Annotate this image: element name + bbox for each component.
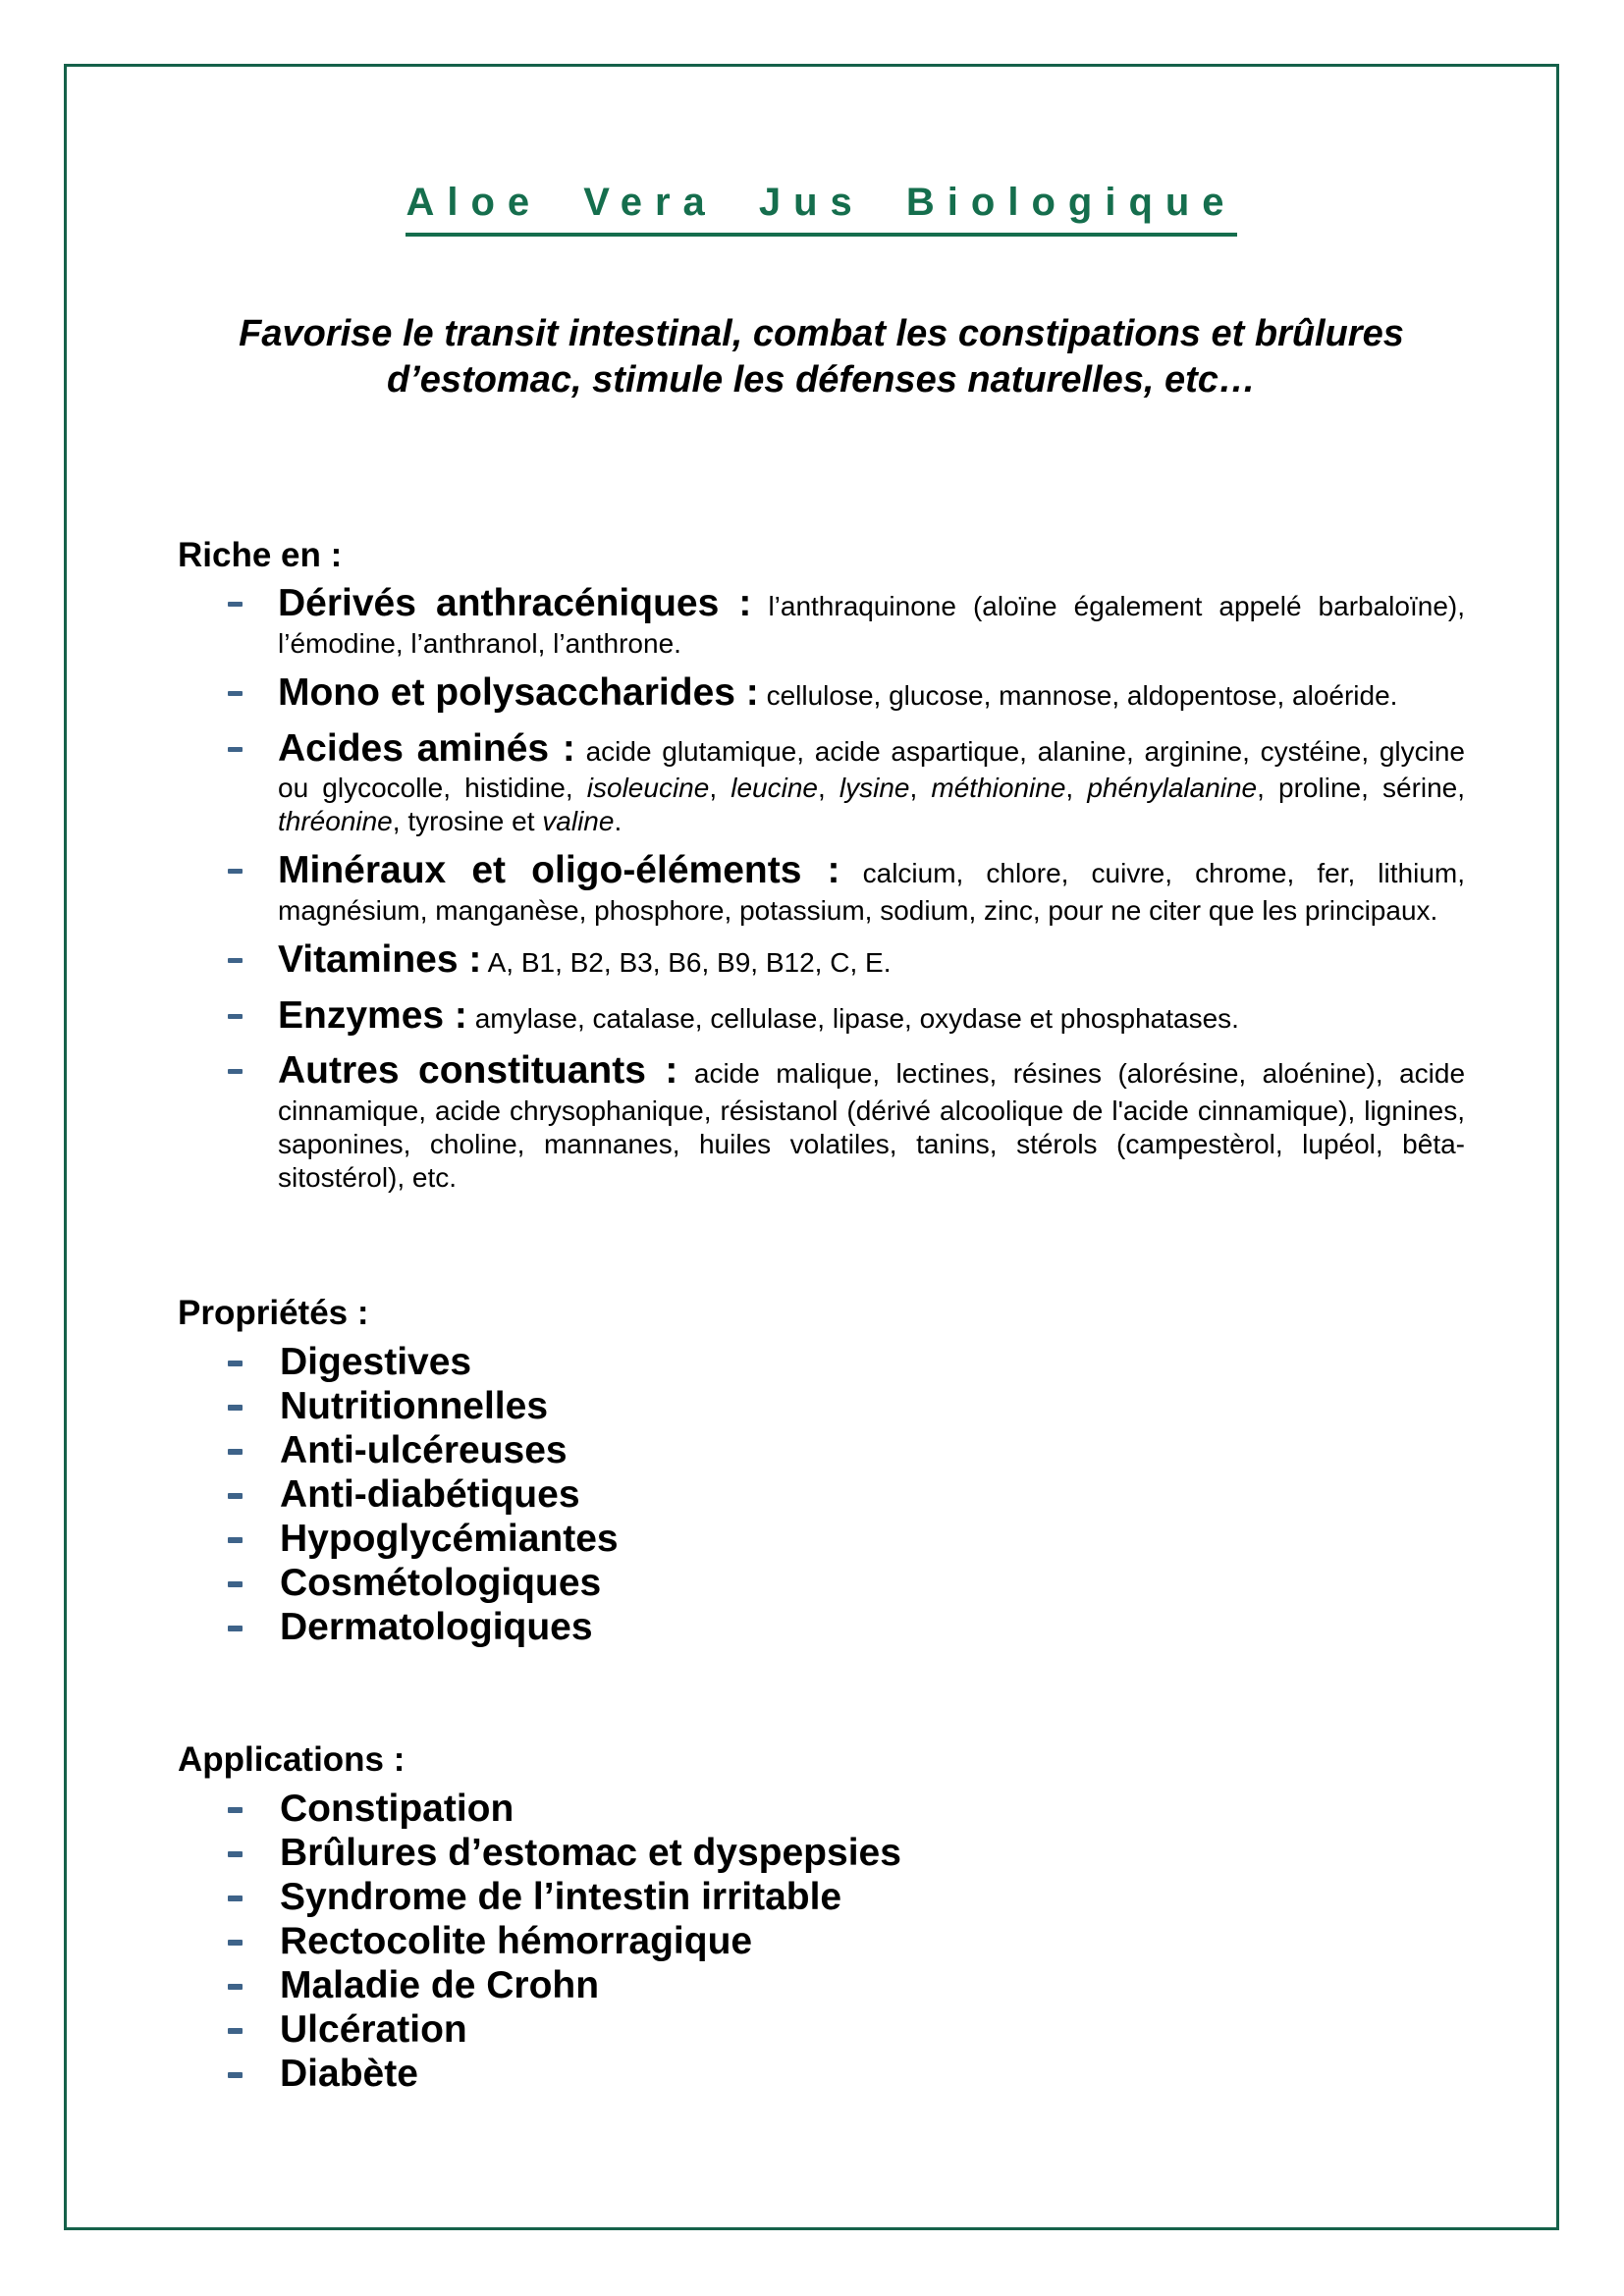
list-item xyxy=(178,1428,1465,1472)
list-item xyxy=(178,847,1465,928)
list-item-label: Cosmétologiques xyxy=(280,1562,602,1605)
list-item-label: Anti-ulcéreuses xyxy=(280,1429,568,1472)
rich-item-text: cellulose, glucose, mannose, aldopentose, aloéride. xyxy=(766,679,1398,711)
dash-bullet xyxy=(228,1014,243,1019)
text-segment-italic: phénylalanine xyxy=(1087,773,1258,804)
proprietes-list xyxy=(178,1340,1465,1649)
dash-bullet xyxy=(228,1984,243,1990)
rich-item-text: A, B1, B2, B3, B6, B9, B12, C, E. xyxy=(487,947,892,979)
text-segment-italic: valine xyxy=(542,806,615,837)
list-item-label: Maladie de Crohn xyxy=(280,1964,600,2007)
dash-bullet xyxy=(228,1851,243,1857)
section-heading-applications: Applications : xyxy=(178,1740,406,1780)
dash-bullet xyxy=(228,1626,243,1631)
dash-bullet xyxy=(228,1537,243,1543)
document-page xyxy=(178,67,1465,2096)
list-item xyxy=(178,1963,1465,2007)
text-segment-italic: lysine xyxy=(839,773,910,804)
list-item xyxy=(178,1605,1465,1649)
dash-bullet xyxy=(228,747,243,752)
riche-en-list xyxy=(178,580,1465,1195)
text-segment: , xyxy=(817,773,839,804)
rich-item-text: l’anthraquinone (aloïne également appelé barbaloïne), l’émodine, l’anthranol, l’anthrone. xyxy=(278,591,1465,659)
dash-bullet xyxy=(228,1069,243,1074)
list-item-label: Diabète xyxy=(280,2053,418,2096)
text-segment-italic: leucine xyxy=(731,773,818,804)
list-item xyxy=(178,1384,1465,1428)
list-item-label: Digestives xyxy=(280,1341,472,1384)
list-item-label: Anti-diabétiques xyxy=(280,1473,580,1517)
rich-item-label: Autres constituants : xyxy=(278,1049,678,1093)
dash-bullet xyxy=(228,1581,243,1587)
list-item xyxy=(178,1919,1465,1963)
list-item-label: Dermatologiques xyxy=(280,1606,593,1649)
list-item xyxy=(178,580,1465,661)
text-segment: , xyxy=(1065,773,1088,804)
list-item xyxy=(178,1472,1465,1517)
section-heading-riche-en: Riche en : xyxy=(178,536,343,575)
dash-bullet xyxy=(228,1405,243,1411)
text-segment: . xyxy=(614,806,623,837)
dash-bullet xyxy=(228,1940,243,1946)
page-border-frame xyxy=(64,64,1559,2230)
list-item xyxy=(178,1875,1465,1919)
rich-item-label: Acides aminés : xyxy=(278,726,575,770)
dash-bullet xyxy=(228,1361,243,1366)
rich-item-label: Dérivés anthracéniques : xyxy=(278,582,752,625)
dash-bullet xyxy=(228,869,243,874)
dash-bullet xyxy=(228,691,243,696)
rich-item-label: Mono et polysaccharides : xyxy=(278,670,759,714)
list-item-label: Hypoglycémiantes xyxy=(280,1518,619,1561)
text-segment: , proline, sérine, xyxy=(1257,773,1466,804)
dash-bullet xyxy=(228,1807,243,1813)
rich-item-label: Minéraux et oligo-éléments : xyxy=(278,849,840,892)
dash-bullet xyxy=(228,1896,243,1901)
list-item xyxy=(178,1831,1465,1875)
dash-bullet xyxy=(228,2072,243,2078)
list-item-label: Syndrome de l’intestin irritable xyxy=(280,1876,842,1919)
dash-bullet xyxy=(228,1449,243,1455)
dash-bullet xyxy=(228,1493,243,1499)
list-item-label: Ulcération xyxy=(280,2008,467,2052)
text-segment-italic: méthionine xyxy=(931,773,1066,804)
list-item xyxy=(178,992,1465,1040)
rich-item-text: amylase, catalase, cellulase, lipase, oxydase et phosphatases. xyxy=(474,1002,1239,1034)
text-segment-italic: isoleucine xyxy=(586,773,710,804)
rich-item-text: acide malique, lectines, résines (alorésine, aloénine), acide cinnamique, acide chrysophanique, résistanol (dérivé alcoolique de l'acide cinnamique), lignines, saponines, choline, mannanes, huiles volatiles, tanins, stérols (campestèrol, lupéol, bêta-sitostérol), etc. xyxy=(278,1058,1466,1194)
list-item xyxy=(178,1787,1465,1831)
rich-item-label: Enzymes : xyxy=(278,993,467,1037)
list-item xyxy=(178,1561,1465,1605)
list-item xyxy=(178,725,1465,839)
list-item xyxy=(178,1047,1465,1195)
text-segment: , tyrosine et xyxy=(392,806,543,837)
list-item xyxy=(178,1517,1465,1561)
list-item xyxy=(178,1340,1465,1384)
rich-item-text: calcium, chlore, cuivre, chrome, fer, lithium, magnésium, manganèse, phosphore, potassium, sodium, zinc, pour ne citer que les principaux. xyxy=(278,858,1466,926)
section-heading-proprietes: Propriétés : xyxy=(178,1294,369,1333)
text-segment-italic: thréonine xyxy=(278,806,393,837)
list-item-label: Brûlures d’estomac et dyspepsies xyxy=(280,1832,901,1875)
list-item xyxy=(178,2052,1465,2096)
text-segment: , xyxy=(709,773,731,804)
rich-item-label: Vitamines : xyxy=(278,938,482,982)
list-item-label: Rectocolite hémorragique xyxy=(280,1920,753,1963)
list-item-label: Nutritionnelles xyxy=(280,1385,549,1428)
list-item xyxy=(178,936,1465,984)
text-segment: acide glutamique, acide aspartique, alanine, arginine, cystéine, glycine ou glycocolle, histidine, xyxy=(278,735,1465,804)
dash-bullet xyxy=(228,602,243,607)
page-title: Aloe Vera Jus Biologique xyxy=(406,181,1236,237)
applications-list xyxy=(178,1787,1465,2096)
dash-bullet xyxy=(228,2028,243,2034)
text-segment: , xyxy=(909,773,932,804)
page-subtitle: Favorise le transit intestinal, combat les constipations et brûlures d’estomac, stimule les défenses naturelles, etc… xyxy=(239,313,1404,401)
list-item xyxy=(178,669,1465,717)
list-item-label: Constipation xyxy=(280,1788,514,1831)
dash-bullet xyxy=(228,958,243,963)
list-item xyxy=(178,2007,1465,2052)
title-row xyxy=(178,181,1465,237)
